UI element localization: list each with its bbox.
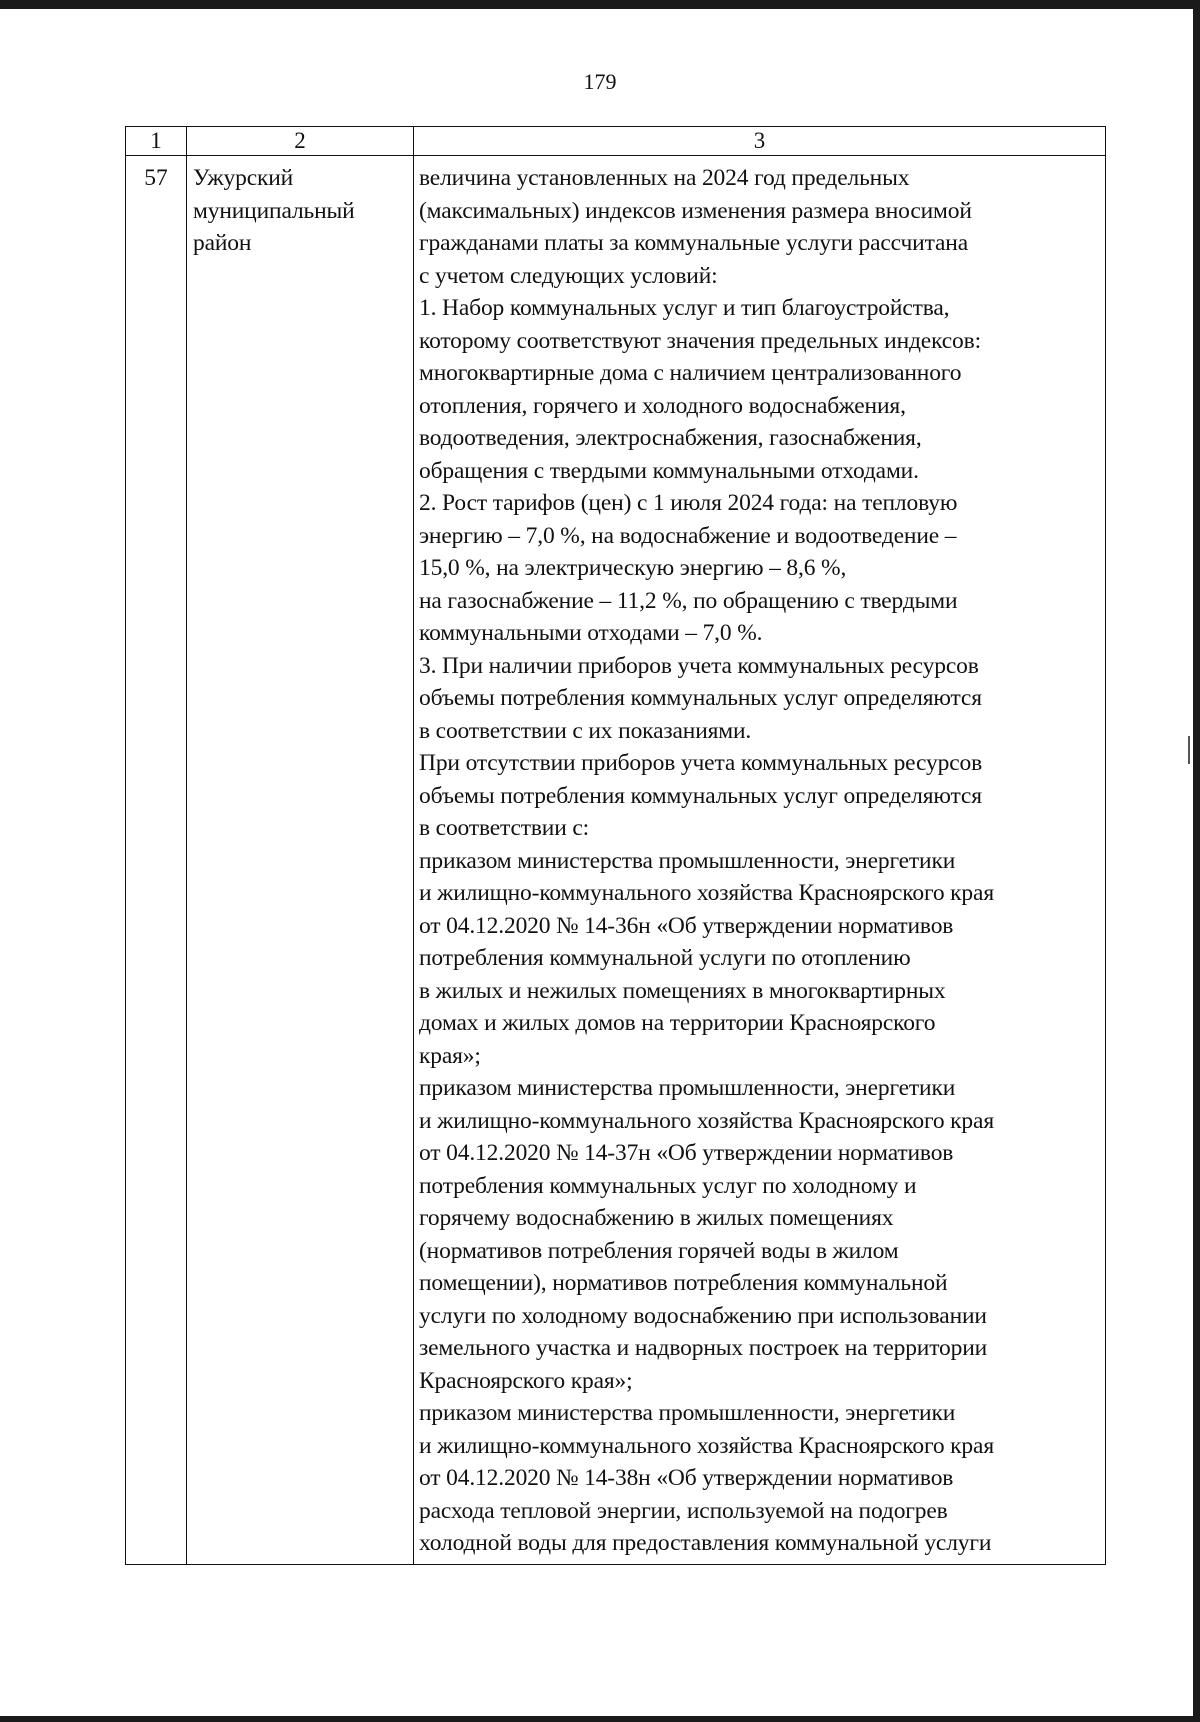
description-line: края»;: [419, 1042, 481, 1069]
description-line: от 04.12.2020 № 14-38н «Об утверждении нормативов: [419, 1465, 954, 1491]
description-line: услуги по холодному водоснабжению при использовании: [419, 1302, 987, 1329]
description-line: которому соответствуют значения предельных индексов:: [419, 327, 981, 354]
description-line: многоквартирные дома с наличием централизованного: [419, 360, 962, 386]
scan-artifact-mark: [1188, 736, 1190, 764]
description-line: обращения с твердыми коммунальными отходами.: [419, 457, 919, 484]
description-line: водоотведения, электроснабжения, газоснабжения,: [419, 425, 922, 451]
description-line: горячему водоснабжению в жилых помещениях: [419, 1205, 894, 1231]
header-cell-3: 3: [414, 127, 1106, 156]
description-line: приказом министерства промышленности, энергетики: [419, 1400, 956, 1426]
municipality-name-line: муниципальный: [193, 197, 355, 224]
description-line: При отсутствии приборов учета коммунальных ресурсов: [419, 750, 983, 776]
description-line: и жилищно-коммунального хозяйства Красноярского края: [419, 880, 994, 906]
header-cell-2: 2: [187, 127, 414, 156]
description-line: гражданами платы за коммунальные услуги рассчитана: [419, 230, 968, 256]
description-line: (нормативов потребления горячей воды в жилом: [419, 1237, 899, 1264]
description-line: энергию – 7,0 %, на водоснабжение и водоотведение –: [419, 522, 957, 549]
description-line: 1. Набор коммунальных услуг и тип благоустройства,: [419, 295, 950, 321]
municipality-name-cell: [187, 156, 414, 1565]
description-line: Красноярского края»;: [419, 1367, 633, 1394]
description-line: от 04.12.2020 № 14-37н «Об утверждении нормативов: [419, 1140, 954, 1166]
description-line: и жилищно-коммунального хозяйства Красноярского края: [419, 1107, 994, 1134]
description-line: 2. Рост тарифов (цен) с 1 июля 2024 года: на тепловую: [419, 490, 958, 516]
description-line: от 04.12.2020 № 14-36н «Об утверждении нормативов: [419, 912, 954, 939]
table-header-row: [126, 127, 1106, 156]
description-line: в жилых и нежилых помещениях в многоквартирных: [419, 977, 946, 1004]
document-table: [125, 126, 1106, 1565]
scan-border-bottom: [0, 1716, 1200, 1722]
description-line: потребления коммунальной услуги по отоплению: [419, 945, 911, 971]
scan-border-top: [0, 0, 1200, 9]
header-cell-1: 1: [126, 127, 187, 156]
description-line: (максимальных) индексов изменения размера вносимой: [419, 197, 972, 224]
municipality-name-line: район: [193, 230, 252, 256]
description-line: 15,0 %, на электрическую энергию – 8,6 %,: [419, 555, 847, 581]
description-line: отопления, горячего и холодного водоснабжения,: [419, 392, 906, 419]
municipality-name-line: Ужурский: [193, 165, 294, 191]
row-number-cell: 57: [126, 156, 187, 1565]
description-line: расхода тепловой энергии, используемой на подогрев: [419, 1497, 948, 1524]
description-line: с учетом следующих условий:: [419, 262, 718, 289]
description-line: земельного участка и надворных построек на территории: [419, 1335, 988, 1361]
description-line: помещении), нормативов потребления коммунальной: [419, 1270, 948, 1296]
page-number: 179: [583, 69, 617, 94]
description-line: и жилищно-коммунального хозяйства Красноярского края: [419, 1432, 994, 1459]
description-line: объемы потребления коммунальных услуг определяются: [419, 685, 982, 711]
description-line: объемы потребления коммунальных услуг определяются: [419, 782, 982, 809]
scan-border-right: [1193, 0, 1200, 1722]
description-line: 3. При наличии приборов учета коммунальных ресурсов: [419, 652, 979, 679]
description-line: величина установленных на 2024 год предельных: [419, 165, 910, 191]
table-row: [126, 156, 1106, 1565]
description-line: в соответствии с:: [419, 815, 590, 841]
description-line: потребления коммунальных услуг по холодному и: [419, 1172, 917, 1199]
description-line: домах и жилых домов на территории Красноярского: [419, 1010, 936, 1036]
description-line: холодной воды для предоставления коммунальной услуги: [419, 1530, 992, 1556]
description-line: приказом министерства промышленности, энергетики: [419, 847, 956, 874]
description-line: в соответствии с их показаниями.: [419, 717, 752, 744]
description-line: приказом министерства промышленности, энергетики: [419, 1075, 956, 1101]
conditions-description-cell: [414, 156, 1106, 1565]
description-line: на газоснабжение – 11,2 %, по обращению с твердыми: [419, 587, 958, 614]
description-line: коммунальными отходами – 7,0 %.: [419, 620, 763, 646]
